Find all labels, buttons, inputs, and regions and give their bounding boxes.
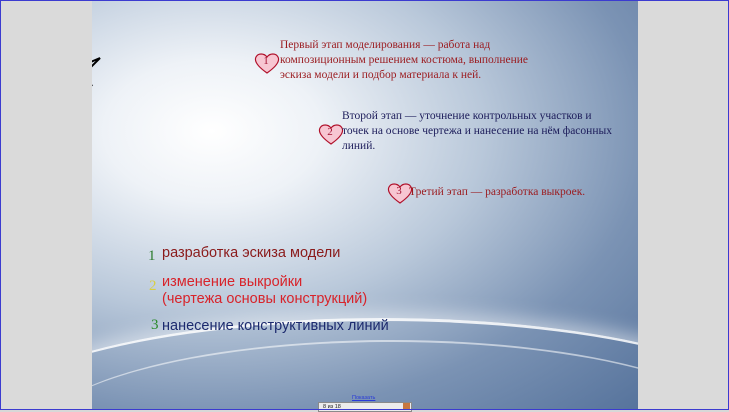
stage-1-text: Первый этап моделирования — работа над композиционным решением костюма, выполнение эскиза модели и подбор материала к ней.: [280, 39, 529, 81]
pager-close-button[interactable]: [403, 403, 410, 410]
step-1-number: 1: [148, 248, 156, 264]
slide: [92, 0, 638, 410]
right-margin: [638, 0, 729, 410]
page-indicator: 8 из 18: [323, 404, 341, 410]
page-navigator[interactable]: [318, 402, 412, 412]
step-1-label: разработка эскиза модели: [162, 245, 341, 261]
stage-2-text: Второй этап — уточнение контрольных участков и точек на основе чертежа и нанесение на нём фасонных линий.: [342, 110, 612, 152]
show-link[interactable]: Показать: [352, 395, 376, 401]
step-2-number: 2: [149, 278, 157, 294]
stage-3-text: Третий этап — разработка выкроек.: [409, 186, 586, 198]
left-margin: [0, 0, 92, 410]
step-3-number: 3: [151, 317, 159, 333]
step-2-label: изменение выкройки (чертежа основы конструкций): [162, 274, 368, 307]
heart-number: 2: [327, 126, 333, 138]
heart-number: 1: [263, 55, 269, 67]
heart-number: 3: [396, 185, 402, 197]
star-outline-icon: [92, 40, 122, 88]
heart-icon: [254, 52, 280, 74]
step-3-label: нанесение конструктивных линий: [162, 318, 389, 334]
heart-icon: [318, 123, 344, 145]
